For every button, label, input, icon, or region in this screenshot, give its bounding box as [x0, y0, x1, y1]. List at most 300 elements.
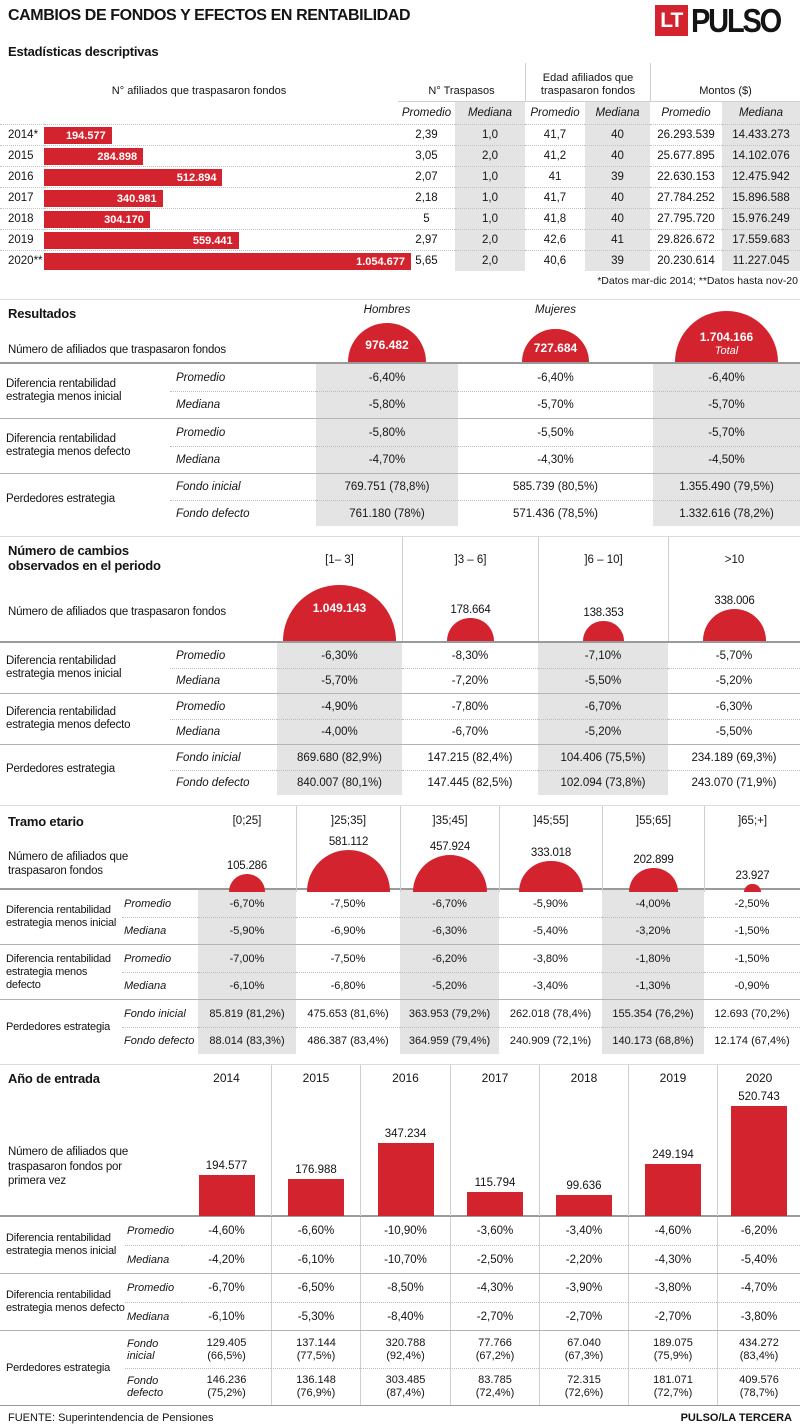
dome-cell [704, 836, 800, 892]
value-cell: 41,2 [525, 145, 585, 166]
value-cell: -6,70% [198, 890, 296, 917]
row-group-dif-defecto [0, 693, 800, 744]
value-cell: 243.070 (71,9%) [668, 770, 800, 795]
dome-value: 581.112 [328, 836, 369, 849]
value-cell: 585.739 (80,5%) [512, 481, 599, 494]
value-cell: 129.405 (66,5%) [206, 1336, 247, 1362]
publisher-credit: PULSO/LA TERCERA [680, 1412, 792, 1424]
footnote: *Datos mar-dic 2014; **Datos hasta nov-20 [597, 275, 798, 288]
value-cell: -1,30% [602, 972, 704, 999]
value-cell: -4,00% [277, 719, 402, 744]
value-cell: 5,65 [398, 250, 455, 271]
value-cell: 363.953 (79,2%) [400, 1000, 499, 1027]
value-cell: 12.693 (70,2%) [714, 1007, 790, 1020]
value-cell: 41,7 [525, 124, 585, 145]
subcol-promedio: Promedio [398, 101, 455, 124]
row-group-dif-defecto [0, 944, 800, 999]
value-cell: -4,20% [182, 1245, 271, 1273]
value-cell: 39 [585, 166, 650, 187]
sub-label: Mediana [170, 391, 316, 418]
dome-cell-hombres [316, 302, 458, 362]
value-cell: -5,50% [538, 668, 668, 693]
value-cell: 234.189 (69,3%) [691, 751, 777, 764]
value-cell: 840.007 (80,1%) [277, 770, 402, 795]
col-header: >10 [668, 537, 800, 583]
section-title: Estadísticas descriptivas [8, 44, 159, 60]
sub-label: Fondo inicial [124, 1007, 186, 1020]
bar-cell [44, 229, 398, 250]
value-cell: 2,0 [455, 250, 525, 271]
dome-value: 1.049.143 [312, 601, 367, 616]
tramo-header [0, 806, 800, 836]
value-cell: -0,90% [704, 972, 800, 999]
dome-cell [198, 836, 296, 892]
row-group-perdedores [0, 1330, 800, 1405]
value-cell: 67.040 (67,3%) [539, 1331, 628, 1368]
value-cell: -7,10% [538, 643, 668, 668]
row-label: Diferencia rentabilidad estrategia menos inicial [6, 377, 122, 404]
section-title: Número de cambios observados en el periodo [8, 543, 161, 574]
row-label: Perdedores estrategia [6, 763, 115, 776]
row-group-dif-inicial [0, 364, 800, 418]
col-header-hombres: Hombres [363, 304, 411, 317]
row-label: Diferencia rentabilidad estrategia menos defecto [6, 1289, 125, 1315]
dome-cell [668, 583, 800, 641]
value-cell: 2,39 [398, 124, 455, 145]
year-label: 2018 [0, 208, 44, 229]
col-header: ]25;35] [296, 806, 400, 836]
value-cell: -4,70% [717, 1274, 800, 1302]
value-cell: -3,60% [450, 1217, 539, 1245]
value-cell: 2,0 [455, 145, 525, 166]
sub-label: Promedio [124, 952, 172, 965]
value-cell: 15.896.588 [722, 187, 800, 208]
dome-cell [402, 583, 538, 641]
value-cell: -5,50% [668, 719, 800, 744]
dome [703, 609, 767, 641]
value-cell: -5,90% [533, 897, 568, 910]
bar-value: 520.743 [738, 1091, 780, 1104]
value-cell: 3,05 [398, 145, 455, 166]
value-cell: 869.680 (82,9%) [277, 745, 402, 770]
sub-label: Fondo inicial [127, 1337, 159, 1362]
value-cell: -3,20% [602, 917, 704, 944]
bar: 559.441 [44, 232, 239, 249]
subcol-mediana: Mediana [455, 101, 525, 124]
dome [413, 855, 487, 892]
col-header: 2018 [539, 1065, 628, 1091]
value-cell: 571.436 (78,5%) [458, 500, 653, 526]
sub-label: Fondo defecto [170, 500, 316, 526]
value-cell: 41 [585, 229, 650, 250]
dome [307, 850, 391, 892]
col-header: [1– 3] [325, 554, 354, 567]
value-cell: -5,50% [537, 426, 574, 439]
value-cell: -7,80% [451, 700, 489, 713]
cambios-header [0, 537, 800, 583]
value-cell: -5,70% [653, 419, 800, 446]
value-cell: -6,70% [538, 694, 668, 719]
row-group-dif-defecto [0, 1273, 800, 1330]
value-cell: -3,80% [717, 1302, 800, 1330]
value-cell: 262.018 (78,4%) [509, 1007, 592, 1020]
sub-label: Promedio [127, 1282, 175, 1295]
value-cell: 72.315 (72,6%) [539, 1368, 628, 1405]
bar-cell [450, 1091, 539, 1216]
value-cell: 41 [525, 166, 585, 187]
value-cell: -6,10% [182, 1302, 271, 1330]
value-cell: -5,40% [499, 917, 602, 944]
dome-value: 105.286 [226, 860, 268, 873]
value-cell: -5,90% [198, 917, 296, 944]
bar [199, 1175, 255, 1216]
dome-value: 727.684 [533, 341, 578, 356]
value-cell: -1,50% [734, 952, 770, 965]
value-cell: -6,30% [715, 700, 753, 713]
value-cell: -4,60% [628, 1217, 717, 1245]
value-cell: -2,20% [539, 1245, 628, 1273]
value-cell: 77.766 (67,2%) [450, 1331, 539, 1368]
value-cell: -7,50% [330, 897, 366, 910]
resultados-header [0, 302, 800, 364]
value-cell: -6,90% [296, 917, 400, 944]
value-cell: 147.445 (82,5%) [402, 770, 538, 795]
dome [583, 621, 624, 641]
value-cell: -2,50% [450, 1245, 539, 1273]
stats-subheader-row [0, 101, 800, 124]
value-cell: -6,70% [400, 890, 499, 917]
value-cell: -6,30% [400, 917, 499, 944]
dome-cell [538, 583, 668, 641]
row-group-dif-inicial [0, 1217, 800, 1273]
dome-value: 202.899 [633, 853, 674, 866]
header-label-col [0, 302, 316, 362]
value-cell: -5,70% [715, 649, 753, 662]
dome-value: 178.664 [450, 604, 491, 617]
row-label: Diferencia rentabilidad estrategia menos defecto [6, 705, 131, 732]
value-cell: 11.227.045 [722, 250, 800, 271]
dome-cell [602, 836, 704, 892]
table-row [0, 250, 800, 271]
value-cell: 40,6 [525, 250, 585, 271]
value-cell: -4,70% [316, 446, 458, 473]
row-group-perdedores [0, 744, 800, 795]
row-label: Diferencia rentabilidad estrategia menos inicial [6, 1232, 117, 1258]
value-cell: 17.559.683 [722, 229, 800, 250]
value-cell: -2,50% [734, 897, 770, 910]
sub-label: Promedio [124, 897, 172, 910]
dome [229, 874, 265, 892]
dome [629, 868, 679, 893]
year-label: 2019 [0, 229, 44, 250]
value-cell: -7,00% [198, 945, 296, 972]
sub-label: Promedio [127, 1225, 175, 1238]
sub-label: Mediana [122, 917, 198, 944]
value-cell: -6,80% [296, 972, 400, 999]
table-row [0, 208, 800, 229]
col-group-afiliados: N° afiliados que traspasaron fondos [111, 84, 287, 97]
spacer [0, 101, 44, 124]
row-group-perdedores [0, 999, 800, 1054]
value-cell: -3,90% [539, 1274, 628, 1302]
bar-cell [539, 1091, 628, 1216]
value-cell: -8,50% [360, 1274, 450, 1302]
value-cell: -6,30% [277, 643, 402, 668]
value-cell: -6,40% [653, 364, 800, 391]
value-cell: 475.653 (81,6%) [307, 1007, 389, 1020]
value-cell: 40 [585, 124, 650, 145]
section-cambios [0, 536, 800, 795]
section-estadisticas [0, 44, 800, 287]
stats-header-row [0, 63, 800, 101]
value-cell: 146.236 (75,2%) [182, 1368, 271, 1405]
value-cell: 136.148 (76,9%) [271, 1368, 360, 1405]
table-row [0, 124, 800, 145]
value-cell: -7,20% [402, 668, 538, 693]
cambios-domes-row [0, 583, 800, 643]
value-cell: 486.387 (83,4%) [296, 1027, 400, 1054]
col-header: ]3 – 6] [402, 537, 538, 583]
bar: 194.577 [44, 127, 112, 144]
value-cell: 5 [398, 208, 455, 229]
header-label-col [0, 537, 277, 583]
value-cell: -4,60% [208, 1225, 245, 1238]
col-group-edad: Edad afiliados que traspasaron fondos [525, 63, 650, 101]
value-cell: -6,20% [400, 945, 499, 972]
pulso-logo-text: PULSO [690, 2, 780, 39]
bar-cell [717, 1091, 800, 1216]
value-cell: -6,10% [198, 972, 296, 999]
value-cell: 12.174 (67,4%) [704, 1027, 800, 1054]
value-cell: 102.094 (73,8%) [538, 770, 668, 795]
value-cell: 1.355.490 (79,5%) [653, 474, 800, 500]
entrada-header [0, 1065, 800, 1091]
value-cell: 1,0 [455, 124, 525, 145]
bar: 1.054.677 [44, 253, 411, 270]
value-cell: 15.976.249 [722, 208, 800, 229]
value-cell: 41,8 [525, 208, 585, 229]
value-cell: 140.173 (68,8%) [602, 1027, 704, 1054]
bar [731, 1106, 787, 1216]
value-cell: -5,80% [316, 419, 458, 446]
value-cell: -6,60% [271, 1217, 360, 1245]
bar-cell [182, 1091, 271, 1216]
value-cell: 27.784.252 [650, 187, 722, 208]
value-cell: 181.071 (72,7%) [628, 1368, 717, 1405]
value-cell: 14.102.076 [722, 145, 800, 166]
col-header: ]6 – 10] [538, 537, 668, 583]
source-credit: FUENTE: Superintendencia de Pensiones [8, 1412, 214, 1424]
value-cell: 22.630.153 [650, 166, 722, 187]
value-cell: 137.144 (77,5%) [271, 1331, 360, 1368]
value-cell: 41,7 [525, 187, 585, 208]
header-label-col [0, 806, 198, 836]
section-title: Año de entrada [8, 1070, 100, 1086]
row-label: Perdedores estrategia [6, 493, 115, 506]
section-title: Resultados [8, 306, 77, 322]
value-cell: 85.819 (81,2%) [198, 1000, 296, 1027]
subcol-mediana: Mediana [585, 101, 650, 124]
sub-label: Mediana [170, 719, 277, 744]
section-resultados [0, 299, 800, 526]
value-cell: -6,20% [717, 1217, 800, 1245]
value-cell: -5,70% [458, 391, 653, 418]
sub-label: Fondo inicial [176, 481, 241, 494]
col-header: 2016 [360, 1065, 450, 1091]
page-title: CAMBIOS DE FONDOS Y EFECTOS EN RENTABILIDAD [8, 7, 411, 24]
dome-value: 976.482 [365, 338, 409, 353]
header [0, 0, 800, 39]
value-cell: 1,0 [455, 166, 525, 187]
dome-value: 138.353 [583, 606, 624, 619]
value-cell: -3,80% [533, 952, 568, 965]
bar-cell [44, 250, 406, 271]
sub-label: Mediana [125, 1302, 182, 1330]
col-header: ]55;65] [602, 806, 704, 836]
sub-label: Promedio [176, 426, 226, 439]
row-group-dif-inicial [0, 890, 800, 944]
row-label: Diferencia rentabilidad estrategia menos defecto [6, 432, 131, 459]
tramo-domes-row [0, 836, 800, 890]
value-cell: -5,20% [668, 668, 800, 693]
value-cell: -6,50% [271, 1274, 360, 1302]
dome-value: 338.006 [714, 595, 755, 608]
value-cell: -5,20% [538, 719, 668, 744]
value-cell: -8,40% [360, 1302, 450, 1330]
value-cell: 39 [585, 250, 650, 271]
dome [519, 861, 582, 893]
bar-cell [628, 1091, 717, 1216]
row-group-perdedores [0, 473, 800, 526]
col-header: ]45;55] [499, 806, 602, 836]
bar [467, 1192, 523, 1216]
value-cell: -2,70% [450, 1302, 539, 1330]
lt-pulso-logo [655, 2, 792, 39]
afiliados-label: Número de afiliados que traspasaron fondos por primera vez [8, 1146, 129, 1187]
value-cell: -6,40% [537, 371, 574, 384]
value-cell: 40 [585, 187, 650, 208]
value-cell: 761.180 (78%) [316, 500, 458, 526]
value-cell: -4,90% [277, 694, 402, 719]
value-cell: -2,70% [628, 1302, 717, 1330]
col-header: [0;25] [232, 815, 262, 828]
value-cell: 14.433.273 [722, 124, 800, 145]
value-cell: -4,50% [653, 446, 800, 473]
spacer [44, 101, 398, 124]
value-cell: 25.677.895 [650, 145, 722, 166]
bar-cell [44, 187, 398, 208]
year-label: 2014* [0, 124, 44, 145]
subcol-promedio: Promedio [525, 101, 585, 124]
bar-cell [271, 1091, 360, 1216]
sub-label: Mediana [125, 1245, 182, 1273]
value-cell: 434.272 (83,4%) [717, 1331, 800, 1368]
bar [288, 1179, 344, 1216]
row-label: Perdedores estrategia [6, 1020, 111, 1033]
sub-label: Fondo defecto [125, 1368, 182, 1405]
value-cell: -1,50% [704, 917, 800, 944]
bar-value: 249.194 [652, 1148, 694, 1161]
value-cell: 2,18 [398, 187, 455, 208]
dome-value: 1.704.166 Total [699, 329, 754, 358]
sub-label: Fondo defecto [170, 770, 277, 795]
year-label: 2020** [0, 250, 44, 271]
value-cell: 12.475.942 [722, 166, 800, 187]
table-row [0, 187, 800, 208]
value-cell: -4,30% [450, 1274, 539, 1302]
dome-cell [277, 583, 402, 641]
value-cell: -10,70% [360, 1245, 450, 1273]
bar: 340.981 [44, 190, 163, 207]
bar-cell [360, 1091, 450, 1216]
value-cell: -5,20% [400, 972, 499, 999]
bar-cell [44, 145, 398, 166]
bar-value: 99.636 [566, 1180, 602, 1193]
value-cell: -6,70% [208, 1282, 245, 1295]
value-cell: -10,90% [360, 1217, 450, 1245]
col-header: ]35;45] [400, 806, 499, 836]
dome-value: 23.927 [735, 869, 770, 882]
sub-label: Promedio [176, 371, 226, 384]
value-cell: 240.909 (72,1%) [499, 1027, 602, 1054]
value-cell: -4,00% [602, 890, 704, 917]
value-cell: 42,6 [525, 229, 585, 250]
value-cell: -4,30% [458, 446, 653, 473]
value-cell: 1,0 [455, 208, 525, 229]
sub-label: Promedio [176, 649, 226, 662]
value-cell: -5,70% [653, 391, 800, 418]
value-cell: 2,07 [398, 166, 455, 187]
sub-label: Mediana [170, 668, 277, 693]
value-cell: -7,50% [330, 952, 366, 965]
dome-cell-mujeres [458, 302, 653, 362]
row-label: Diferencia rentabilidad estrategia menos defecto [6, 952, 111, 991]
year-label: 2017 [0, 187, 44, 208]
value-cell: -3,40% [539, 1217, 628, 1245]
year-label: 2015 [0, 145, 44, 166]
bar [556, 1195, 612, 1216]
lt-logo-icon: LT [655, 5, 688, 36]
col-group-montos: Montos ($) [650, 63, 800, 101]
table-row [0, 229, 800, 250]
value-cell: -5,70% [277, 668, 402, 693]
value-cell: 303.485 (87,4%) [360, 1368, 450, 1405]
dome-cell [400, 836, 499, 892]
year-label: 2016 [0, 166, 44, 187]
col-group-traspasos: N° Traspasos [428, 84, 495, 97]
bar-cell [44, 124, 398, 145]
row-label: Diferencia rentabilidad estrategia menos inicial [6, 654, 122, 681]
value-cell: 1,0 [455, 187, 525, 208]
sub-label: Promedio [176, 700, 226, 713]
sub-label: Mediana [170, 446, 316, 473]
value-cell: 104.406 (75,5%) [538, 745, 668, 770]
entrada-bars-row [0, 1091, 800, 1217]
col-header: 2014 [213, 1071, 240, 1086]
row-group-dif-inicial [0, 643, 800, 693]
value-cell: 320.788 (92,4%) [360, 1331, 450, 1368]
value-cell: -5,40% [717, 1245, 800, 1273]
subcol-promedio: Promedio [650, 101, 722, 124]
value-cell: 189.075 (75,9%) [628, 1331, 717, 1368]
value-cell: -5,80% [316, 391, 458, 418]
value-cell: -2,70% [539, 1302, 628, 1330]
total-label: Total [714, 345, 739, 358]
value-cell: 409.576 (78,7%) [717, 1368, 800, 1405]
dome-cell-total [653, 302, 800, 362]
bar-value: 347.234 [384, 1127, 427, 1140]
col-header: 2017 [450, 1065, 539, 1091]
